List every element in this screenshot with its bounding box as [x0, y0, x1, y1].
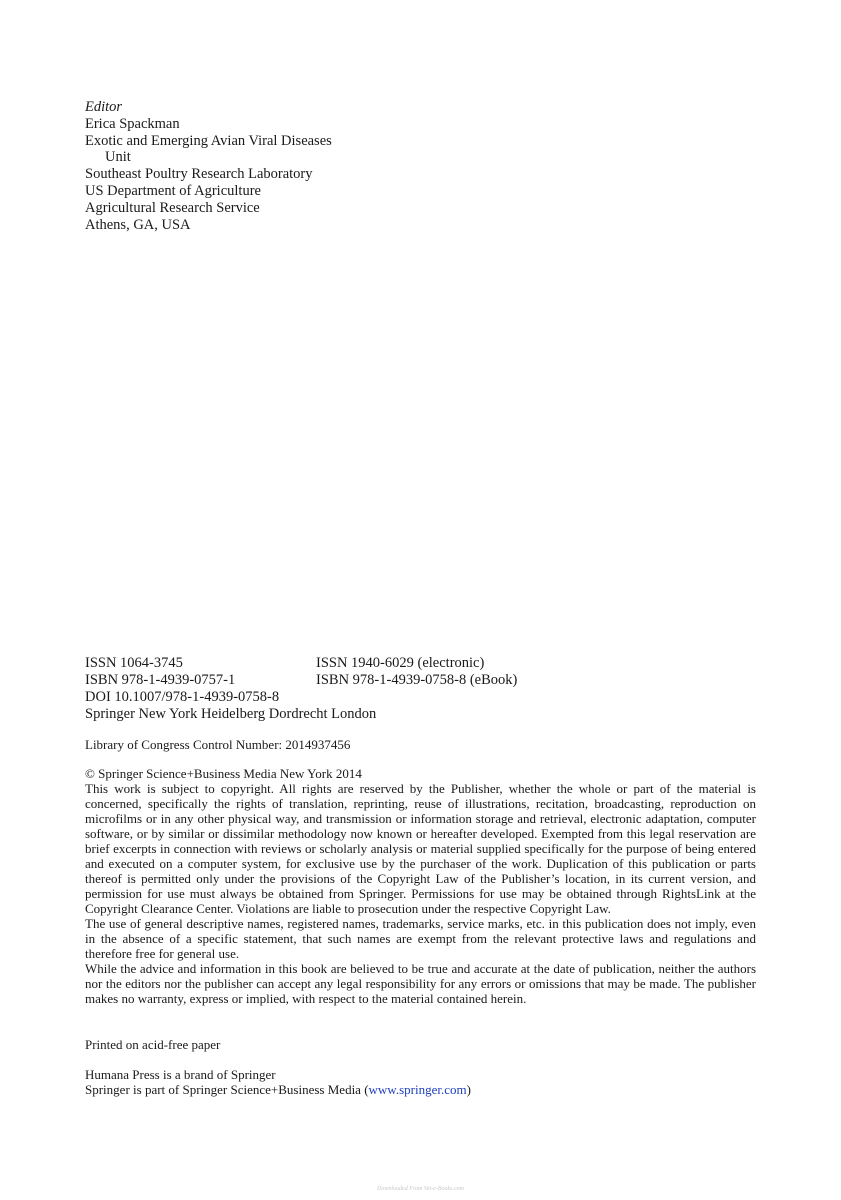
- doi-row: [85, 689, 765, 706]
- editor-label: Editor: [85, 99, 123, 115]
- editor-location: Athens, GA, USA: [85, 216, 191, 233]
- springer-line-prefix: Springer is part of Springer Science+Business Media (: [85, 1082, 369, 1097]
- issn-electronic: ISSN 1940-6029 (electronic): [316, 655, 485, 671]
- publisher-locations: Springer New York Heidelberg Dordrecht London: [85, 706, 377, 722]
- copyright-paragraph-names: The use of general descriptive names, registered names, trademarks, service marks, etc. in this publication does not imply, even in the absence of a specific statement, that such names are exempt from the relevant protective laws and regulations and therefore free for general use.: [85, 916, 756, 961]
- issn-row: [85, 655, 765, 672]
- copyright-paragraph-disclaimer: While the advice and information in this book are believed to be true and accurate at the date of publication, neither the authors nor the editors nor the publisher can accept any legal responsibility for any errors or omissions that may be made. The publisher makes no warranty, express or implied, with respect to the material contained herein.: [85, 961, 756, 1006]
- isbn-row: [85, 672, 765, 689]
- isbn-print: ISBN 978-1-4939-0757-1: [85, 672, 236, 688]
- editor-unit: Exotic and Emerging Avian Viral Diseases: [85, 132, 332, 149]
- copyright-notice: © Springer Science+Business Media New York 2014: [85, 766, 362, 781]
- springer-line: [85, 1082, 471, 1097]
- editor-department: US Department of Agriculture: [85, 182, 261, 199]
- library-of-congress-number: Library of Congress Control Number: 2014937456: [85, 737, 351, 752]
- editor-block: [85, 99, 405, 233]
- copyright-block: [85, 766, 756, 1006]
- doi: DOI 10.1007/978-1-4939-0758-8: [85, 689, 280, 705]
- download-watermark: Downloaded From Vet-e-Books.com: [377, 1186, 464, 1192]
- isbn-ebook: ISBN 978-1-4939-0758-8 (eBook): [316, 672, 518, 688]
- brand-line: Humana Press is a brand of Springer: [85, 1067, 276, 1082]
- copyright-paragraph-rights: This work is subject to copyright. All rights are reserved by the Publisher, whether the whole or part of the material is concerned, specifically the rights of translation, reprinting, reuse of illustrations, recitation, broadcasting, reproduction on microfilms or in any other physical way, and transmission or information storage and retrieval, electronic adaptation, computer software, or by similar or dissimilar methodology now known or hereafter developed. Exempted from this legal reservation are brief excerpts in connection with reviews or scholarly analysis or material supplied specifically for the purpose of being entered and executed on a computer system, for exclusive use by the purchaser of the work. Duplication of this publication or parts thereof is permitted only under the provisions of the Copyright Law of the Publisher’s location, in its current version, and permission for use must always be obtained from Springer. Permissions for use may be obtained through RightsLink at the Copyright Clearance Center. Violations are liable to prosecution under the respective Copyright Law.: [85, 781, 756, 916]
- identifiers-block: [85, 655, 765, 723]
- issn-print: ISSN 1064-3745: [85, 655, 183, 671]
- brand-block: [85, 1067, 471, 1097]
- printed-on-paper-note: Printed on acid-free paper: [85, 1037, 221, 1052]
- springer-website-link[interactable]: www.springer.com: [368, 1082, 467, 1097]
- publisher-locations-row: [85, 706, 765, 723]
- editor-laboratory: Southeast Poultry Research Laboratory: [85, 166, 313, 183]
- springer-line-suffix: ): [466, 1082, 471, 1097]
- editor-name: Erica Spackman: [85, 115, 180, 132]
- editor-service: Agricultural Research Service: [85, 199, 260, 216]
- editor-unit-continued: Unit: [105, 149, 131, 166]
